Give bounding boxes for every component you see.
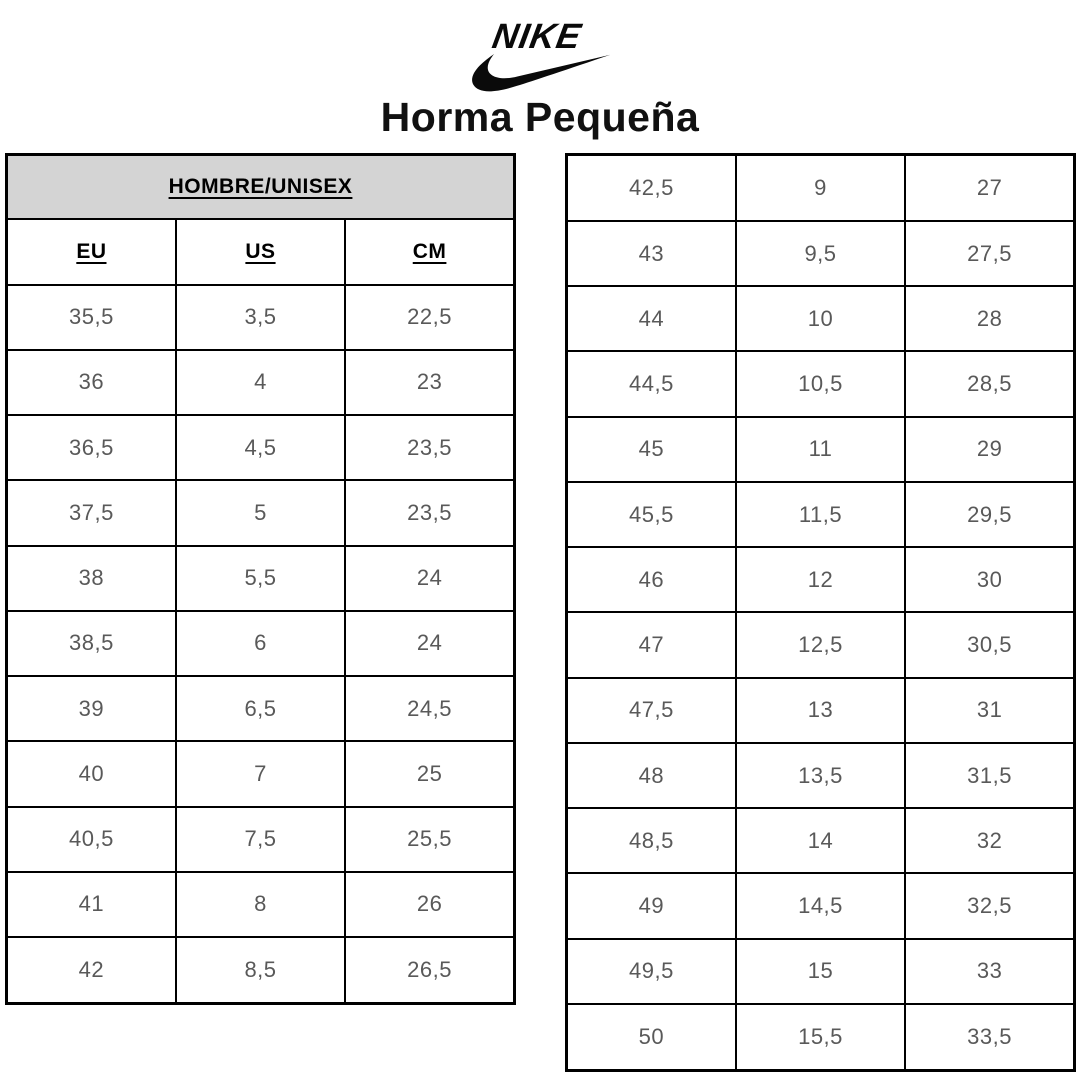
left-table-body <box>7 285 515 1004</box>
size-cell: 50 <box>567 1004 736 1071</box>
size-cell: 10,5 <box>736 351 905 416</box>
size-cell: 35,5 <box>7 285 176 350</box>
size-cell: 42,5 <box>567 155 736 221</box>
size-cell: 26 <box>345 872 514 937</box>
table-row <box>7 741 515 806</box>
size-cell: 28 <box>905 286 1074 351</box>
table-row <box>7 807 515 872</box>
size-cell: 9 <box>736 155 905 221</box>
size-cell: 25 <box>345 741 514 806</box>
size-cell: 3,5 <box>176 285 345 350</box>
size-cell: 44,5 <box>567 351 736 416</box>
nike-swoosh-icon <box>472 54 610 91</box>
size-cell: 33,5 <box>905 1004 1074 1071</box>
table-row <box>567 221 1075 286</box>
size-cell: 12 <box>736 547 905 612</box>
column-header-row <box>7 219 515 285</box>
size-cell: 37,5 <box>7 480 176 545</box>
size-cell: 25,5 <box>345 807 514 872</box>
table-row <box>567 612 1075 677</box>
left-table-head <box>7 155 515 285</box>
size-cell: 13 <box>736 678 905 743</box>
table-row <box>567 417 1075 482</box>
size-cell: 29,5 <box>905 482 1074 547</box>
size-cell: 6,5 <box>176 676 345 741</box>
table-row <box>7 350 515 415</box>
size-cell: 48 <box>567 743 736 808</box>
size-cell: 47,5 <box>567 678 736 743</box>
table-row <box>567 547 1075 612</box>
size-cell: 47 <box>567 612 736 677</box>
size-cell: 14 <box>736 808 905 873</box>
size-cell: 40 <box>7 741 176 806</box>
size-cell: 14,5 <box>736 873 905 938</box>
size-cell: 30 <box>905 547 1074 612</box>
table-row <box>567 743 1075 808</box>
size-cell: 41 <box>7 872 176 937</box>
size-cell: 36,5 <box>7 415 176 480</box>
table-row <box>7 872 515 937</box>
size-cell: 7,5 <box>176 807 345 872</box>
size-cell: 39 <box>7 676 176 741</box>
table-row <box>7 480 515 545</box>
size-cell: 6 <box>176 611 345 676</box>
size-cell: 30,5 <box>905 612 1074 677</box>
size-cell: 31 <box>905 678 1074 743</box>
size-cell: 13,5 <box>736 743 905 808</box>
size-cell: 4,5 <box>176 415 345 480</box>
size-cell: 32,5 <box>905 873 1074 938</box>
size-cell: 23 <box>345 350 514 415</box>
size-cell: 8 <box>176 872 345 937</box>
nike-wordmark <box>489 16 585 56</box>
size-cell: 4 <box>176 350 345 415</box>
table-row <box>567 351 1075 416</box>
size-cell: 49,5 <box>567 939 736 1004</box>
size-cell: 40,5 <box>7 807 176 872</box>
size-cell: 23,5 <box>345 480 514 545</box>
size-cell: 9,5 <box>736 221 905 286</box>
table-row <box>567 939 1075 1004</box>
size-cell: 28,5 <box>905 351 1074 416</box>
size-cell: 32 <box>905 808 1074 873</box>
table-row <box>567 808 1075 873</box>
table-row <box>567 873 1075 938</box>
size-cell: 7 <box>176 741 345 806</box>
size-cell: 31,5 <box>905 743 1074 808</box>
size-cell: 24 <box>345 546 514 611</box>
size-cell: 38 <box>7 546 176 611</box>
size-cell: 45,5 <box>567 482 736 547</box>
table-row <box>567 1004 1075 1071</box>
size-cell: 46 <box>567 547 736 612</box>
size-cell: 36 <box>7 350 176 415</box>
table-row <box>7 546 515 611</box>
size-cell: 5 <box>176 480 345 545</box>
size-table-right <box>565 153 1076 1072</box>
nike-logo-graphic <box>466 14 614 102</box>
size-cell: 44 <box>567 286 736 351</box>
table-row <box>7 415 515 480</box>
size-cell: 27 <box>905 155 1074 221</box>
size-cell: 38,5 <box>7 611 176 676</box>
right-table-body <box>567 155 1075 1071</box>
size-cell: 23,5 <box>345 415 514 480</box>
column-header-cm: CM <box>345 219 514 285</box>
size-cell: 15 <box>736 939 905 1004</box>
size-cell: 15,5 <box>736 1004 905 1071</box>
column-header-us: US <box>176 219 345 285</box>
size-cell: 11 <box>736 417 905 482</box>
column-header-eu: EU <box>7 219 176 285</box>
size-cell: 8,5 <box>176 937 345 1004</box>
size-cell: 42 <box>7 937 176 1004</box>
table-row <box>567 155 1075 221</box>
table-row <box>7 937 515 1004</box>
group-header-row <box>7 155 515 219</box>
size-cell: 24 <box>345 611 514 676</box>
size-cell: 43 <box>567 221 736 286</box>
size-cell: 26,5 <box>345 937 514 1004</box>
size-cell: 29 <box>905 417 1074 482</box>
page-title: Horma Pequeña <box>380 94 700 140</box>
size-cell: 27,5 <box>905 221 1074 286</box>
nike-logo-text: NIKE <box>489 16 585 57</box>
size-cell: 24,5 <box>345 676 514 741</box>
table-row <box>567 678 1075 743</box>
size-cell: 11,5 <box>736 482 905 547</box>
table-row <box>7 611 515 676</box>
size-cell: 45 <box>567 417 736 482</box>
size-cell: 22,5 <box>345 285 514 350</box>
size-cell: 10 <box>736 286 905 351</box>
group-header-hombre-unisex: HOMBRE/UNISEX <box>7 155 515 219</box>
size-cell: 49 <box>567 873 736 938</box>
table-row <box>7 676 515 741</box>
size-cell: 12,5 <box>736 612 905 677</box>
size-cell: 5,5 <box>176 546 345 611</box>
table-row <box>567 482 1075 547</box>
size-table-left <box>5 153 516 1005</box>
size-cell: 48,5 <box>567 808 736 873</box>
table-row <box>7 285 515 350</box>
size-cell: 33 <box>905 939 1074 1004</box>
table-row <box>567 286 1075 351</box>
